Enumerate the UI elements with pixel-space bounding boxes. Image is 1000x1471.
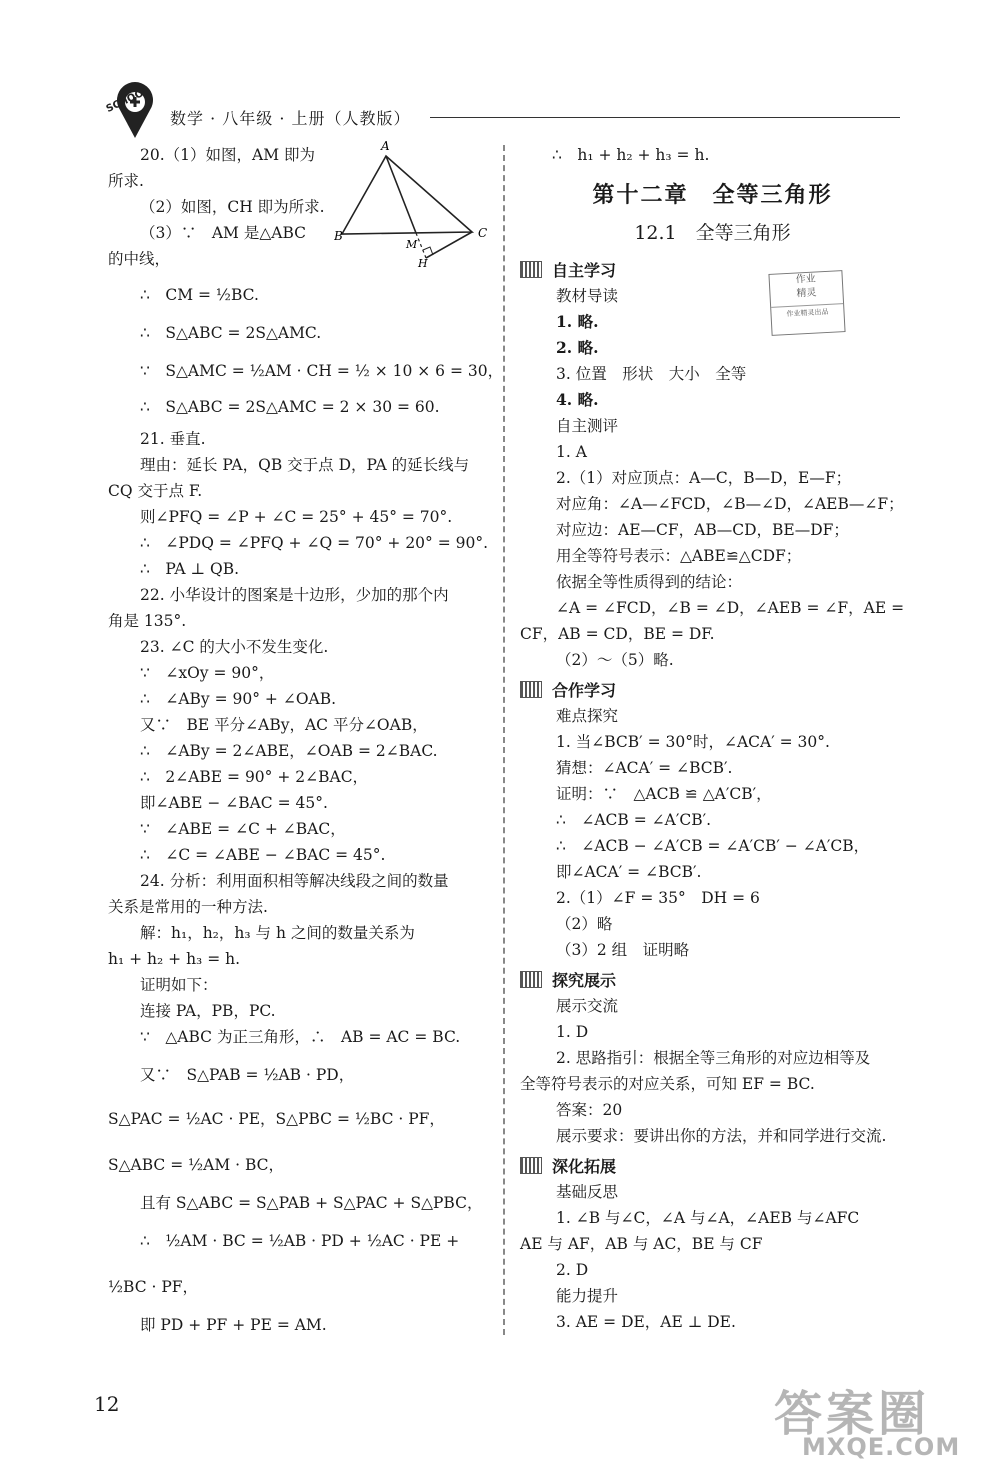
equation-line: ∴ ∠ABy = 90° + ∠OAB. [140, 690, 337, 708]
answer-text: 理由：延长 PA，QB 交于点 D，PA 的延长线与 [140, 456, 470, 474]
stamp-badge [768, 270, 845, 336]
answer-text: 展示要求：要讲出你的方法，并和同学进行交流. [556, 1127, 887, 1145]
equation-line: ∵ ∠xOy = 90°， [140, 664, 275, 682]
watermark-url: MXQE.COM [802, 1433, 961, 1461]
answer-text: 证明：∵ △ACB ≌ △A′CB′， [556, 785, 772, 803]
equation-line: ∴ ∠PDQ = ∠PFQ + ∠Q = 70° + 20° = 90°. [140, 534, 489, 552]
answer-20-part-3: （3）∵ AM 是△ABC [140, 224, 307, 242]
section-heading-label: 自主学习 [552, 261, 617, 280]
label-b: B [334, 229, 343, 243]
answer-text: 关系是常用的一种方法. [108, 898, 268, 916]
equation-line: ∴ PA ⊥ QB. [140, 560, 240, 578]
equation-line: ∴ S△ABC = 2S△AMC. [140, 324, 322, 342]
equation-line: 即 PD + PF + PE = AM. [140, 1316, 327, 1334]
subheading: 能力提升 [556, 1287, 619, 1305]
equation-line: ∴ S△ABC = 2S△AMC = 2 × 30 = 60. [140, 398, 440, 416]
header-rule [430, 117, 900, 118]
equation-line: ∴ CM = ½BC. [140, 286, 259, 304]
answer-text: 角是 135°. [108, 612, 187, 630]
equation-line: 即∠ABE − ∠BAC = 45°. [140, 794, 328, 812]
stamp-text: 作业 [795, 273, 817, 286]
answer-text: 的中线， [108, 250, 171, 268]
answer-text: AE 与 AF，AB 与 AC，BE 与 CF [520, 1235, 763, 1253]
answer-24: 24. 分析：利用面积相等解决线段之间的数量 [140, 872, 449, 890]
stamp-text: 精灵 [796, 287, 817, 300]
answer-21: 21. 垂直. [140, 430, 206, 448]
equation-line: ½BC · PF， [108, 1278, 199, 1296]
section-heading-deepen [520, 1154, 616, 1177]
section-title: 12.1 全等三角形 [634, 222, 791, 244]
answer-item: 1. 略. [556, 312, 599, 331]
answer-text: 解：h₁，h₂，h₃ 与 h 之间的数量关系为 [140, 924, 415, 942]
page-number: 12 [94, 1392, 120, 1416]
equation-line: S△PAC = ½AC · PE，S△PBC = ½BC · PF， [108, 1110, 445, 1128]
section-marker-icon [520, 971, 542, 988]
section-heading-label: 探究展示 [552, 971, 617, 990]
column-divider [503, 145, 505, 1335]
logo-text: SCHOOL [104, 85, 152, 115]
equation-line: ∵ ∠ABE = ∠C + ∠BAC， [140, 820, 346, 838]
book-title: 数学 · 八年级 · 上册（人教版） [170, 109, 411, 128]
answer-item: （3）2 组 证明略 [556, 941, 690, 959]
equation-line: ∴ ∠ACB = ∠A′CB′. [556, 811, 712, 829]
answer-text: CF，AB = CD，BE = DF. [520, 625, 715, 643]
answer-item: 2.（1）对应顶点：A—C，B—D，E—F； [556, 469, 852, 487]
section-heading-cooperative [520, 678, 616, 701]
section-heading-explore [520, 968, 616, 991]
answer-item: （2）略 [556, 915, 613, 933]
answer-text: 证明如下： [140, 976, 218, 994]
answer-item: 3. AE = DE，AE ⊥ DE. [556, 1313, 736, 1331]
answer-22: 22. 小华设计的图案是十边形，少加的那个内 [140, 586, 449, 604]
answer-text: 全等符号表示的对应关系，可知 EF = BC. [520, 1075, 815, 1093]
equation-line: 即∠ACA′ = ∠BCB′. [556, 863, 702, 881]
answer-text: 所求. [108, 172, 144, 190]
stamp-text: 作业精灵出品 [771, 303, 844, 322]
subheading: 展示交流 [556, 997, 619, 1015]
answer-text: 依据全等性质得到的结论： [556, 573, 743, 591]
answer-item: 2. 略. [556, 338, 599, 357]
answer-item: 1. 当∠BCB′ = 30°时，∠ACA′ = 30°. [556, 733, 830, 751]
answer-item: 1. D [556, 1023, 589, 1041]
equation-line: ∴ ∠ABy = 2∠ABE，∠OAB = 2∠BAC. [140, 742, 438, 760]
answer-text: 连接 PA，PB，PC. [140, 1002, 276, 1020]
equation-line: S△ABC = ½AM · BC， [108, 1156, 285, 1174]
answer-20-part-2: （2）如图，CH 即为所求. [140, 198, 325, 216]
equation-line: 且有 S△ABC = S△PAB + S△PAC + S△PBC， [140, 1194, 483, 1212]
answer-text: 答案：20 [556, 1101, 623, 1119]
subheading: 基础反思 [556, 1183, 619, 1201]
answer-item: 1. ∠B 与∠C，∠A 与∠A，∠AEB 与∠AFC [556, 1209, 860, 1227]
equation-line: ∴ ∠C = ∠ABE − ∠BAC = 45°. [140, 846, 386, 864]
section-marker-icon [520, 261, 542, 278]
label-h: H [418, 257, 428, 270]
label-m: M [406, 238, 418, 251]
watermark-text: 答案圈 [774, 1386, 931, 1442]
answer-20-part-1: 20.（1）如图，AM 即为 [140, 146, 316, 164]
subheading: 教材导读 [556, 287, 619, 305]
equation-line: ∴ ½AM · BC = ½AB · PD + ½AC · PE + [140, 1232, 460, 1250]
label-c: C [478, 226, 488, 240]
answer-23: 23. ∠C 的大小不发生变化. [140, 638, 329, 656]
answer-item: 2. D [556, 1261, 589, 1279]
chapter-title: 第十二章 全等三角形 [592, 182, 833, 208]
answer-item: 3. 位置 形状 大小 全等 [556, 365, 747, 383]
equation-line: ∴ h₁ + h₂ + h₃ = h. [552, 146, 710, 164]
answer-item: 2. 思路指引：根据全等三角形的对应边相等及 [556, 1049, 871, 1067]
answer-text: CQ 交于点 F. [108, 482, 203, 500]
equation-line: ∴ 2∠ABE = 90° + 2∠BAC， [140, 768, 369, 786]
equation-line: 则∠PFQ = ∠P + ∠C = 25° + 45° = 70°. [140, 508, 453, 526]
section-marker-icon [520, 681, 542, 698]
equation-line: h₁ + h₂ + h₃ = h. [108, 950, 241, 968]
label-a: A [381, 139, 390, 153]
equation-line: ∵ S△AMC = ½AM · CH = ½ × 10 × 6 = 30， [140, 362, 504, 380]
answer-item: 2.（1）∠F = 35° DH = 6 [556, 889, 760, 907]
section-heading-self-study [520, 258, 616, 281]
answer-text: ∠A = ∠FCD，∠B = ∠D，∠AEB = ∠F，AE = [556, 599, 905, 617]
triangle-figure [334, 136, 494, 271]
answer-text: 对应角：∠A—∠FCD，∠B—∠D，∠AEB—∠F； [556, 495, 904, 513]
section-heading-label: 合作学习 [552, 681, 617, 700]
equation-line: ∵ △ABC 为正三角形，∴ AB = AC = BC. [140, 1028, 461, 1046]
answer-text: 猜想：∠ACA′ = ∠BCB′. [556, 759, 733, 777]
watermark [738, 1375, 978, 1465]
equation-line: 又∵ S△PAB = ½AB · PD， [140, 1066, 355, 1084]
answer-item: 1. A [556, 443, 587, 461]
answer-text: （2）～（5）略. [556, 651, 674, 669]
subheading: 难点探究 [556, 707, 619, 725]
equation-line: 又∵ BE 平分∠ABy，AC 平分∠OAB， [140, 716, 428, 734]
page-header [100, 80, 900, 140]
section-marker-icon [520, 1157, 542, 1174]
equation-line: ∴ ∠ACB − ∠A′CB = ∠A′CB′ − ∠A′CB， [556, 837, 870, 855]
answer-text: 用全等符号表示：△ABE≌△CDF； [556, 547, 802, 565]
answer-item: 4. 略. [556, 390, 599, 409]
answer-text: 对应边：AE—CF，AB—CD，BE—DF； [556, 521, 849, 539]
school-logo-icon [100, 80, 170, 140]
subheading: 自主测评 [556, 417, 619, 435]
section-heading-label: 深化拓展 [552, 1157, 617, 1176]
